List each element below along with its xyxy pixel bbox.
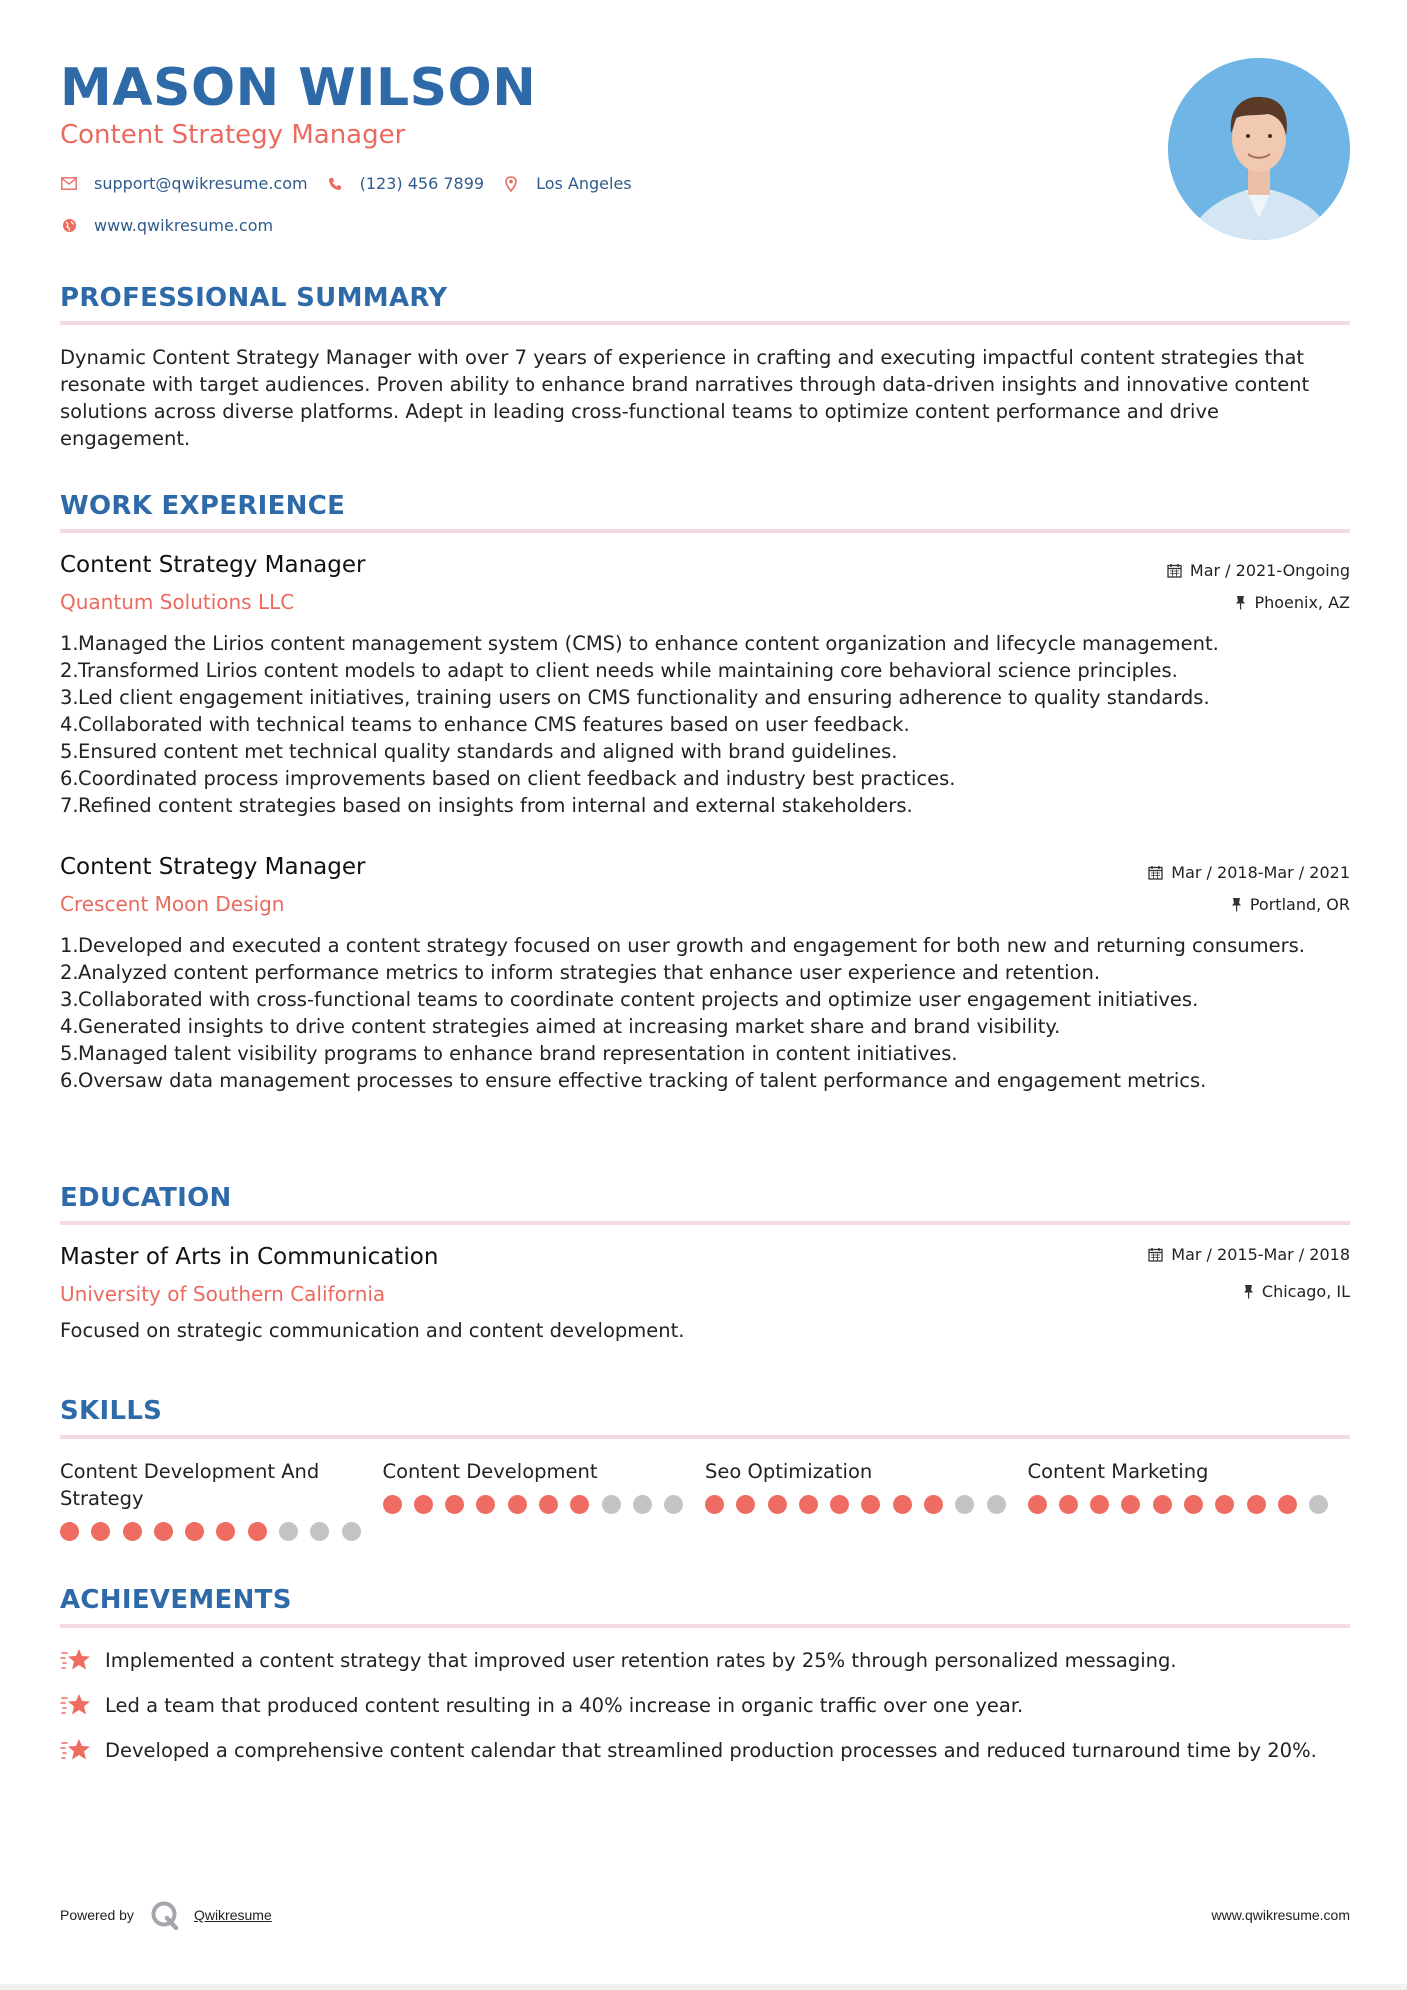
education-dates [1148, 1245, 1350, 1264]
section-title-education: EDUCATION [60, 1183, 232, 1213]
list-item: 7. Refined content strategies based on insights from internal and external stakeholders. [60, 794, 913, 817]
section-divider [60, 321, 1350, 325]
rating-dot-empty [633, 1495, 652, 1514]
rating-dot-filled [1121, 1495, 1140, 1514]
skill-rating [60, 1522, 383, 1541]
rating-dot-filled [60, 1522, 79, 1541]
rating-dot-filled [830, 1495, 849, 1514]
achievement-text: Led a team that produced content resulting in a 40% increase in organic traffic over one year. [105, 1694, 1024, 1717]
list-item: 5. Managed talent visibility programs to enhance brand representation in content initiatives. [60, 1042, 958, 1065]
rating-dot-filled [1247, 1495, 1266, 1514]
rating-dot-filled [539, 1495, 558, 1514]
rating-dot-filled [185, 1522, 204, 1541]
job-bullet-list [60, 932, 1350, 1094]
rating-dot-filled [1153, 1495, 1172, 1514]
skill-item [383, 1458, 706, 1541]
school-name: University of Southern California [60, 1282, 386, 1306]
location-text: Los Angeles [536, 174, 632, 193]
skill-item [60, 1458, 383, 1541]
pushpin-icon [1231, 897, 1242, 912]
rating-dot-filled [861, 1495, 880, 1514]
qwikresume-logo-icon [150, 1900, 180, 1930]
job-location [1235, 593, 1350, 612]
envelope-icon [60, 175, 78, 193]
footer-powered-by [60, 1900, 272, 1930]
phone-icon [326, 175, 344, 193]
job-dates [1167, 561, 1350, 580]
rating-dot-filled [248, 1522, 267, 1541]
candidate-name: MASON WILSON [60, 58, 537, 118]
contact-row [60, 174, 650, 193]
rating-dot-empty [310, 1522, 329, 1541]
job-title: Content Strategy Manager [60, 552, 366, 578]
education-location-text: Chicago, IL [1261, 1282, 1350, 1301]
achievement-item [60, 1737, 1350, 1770]
job-location-text: Portland, OR [1249, 895, 1350, 914]
powered-by-label: Powered by [60, 1907, 134, 1923]
skill-rating [705, 1495, 1028, 1514]
list-item: 5. Ensured content met technical quality standards and aligned with brand guidelines. [60, 740, 898, 763]
section-title-summary: PROFESSIONAL SUMMARY [60, 283, 448, 313]
rating-dot-filled [736, 1495, 755, 1514]
summary-text: Dynamic Content Strategy Manager with over 7 years of experience in crafting and executing impactful content strategies that resonate with target audiences. Proven ability to enhance brand narratives through data-driven insights and innovative content solutions across diverse platforms. Adept in leading cross-functional teams to optimize content performance and drive engagement. [60, 346, 1310, 450]
skills-grid [60, 1458, 1350, 1541]
rating-dot-empty [279, 1522, 298, 1541]
page-bottom-band [0, 1984, 1407, 1990]
skill-item [705, 1458, 1028, 1541]
job-bullet-list [60, 630, 1350, 819]
rating-dot-filled [893, 1495, 912, 1514]
star-icon [60, 1647, 105, 1680]
job-location [1231, 895, 1350, 914]
phone-number[interactable]: (123) 456 7899 [359, 174, 485, 193]
job-dates [1148, 863, 1350, 882]
company-name: Crescent Moon Design [60, 892, 285, 916]
pushpin-icon [1235, 595, 1246, 610]
list-item: 1. Managed the Lirios content management system (CMS) to enhance content organization and lifecycle management. [60, 632, 1219, 655]
list-item: 2. Transformed Lirios content models to adapt to client needs while maintaining core behavioral science principles. [60, 659, 1178, 682]
achievement-item [60, 1647, 1350, 1680]
degree-title: Master of Arts in Communication [60, 1244, 439, 1270]
contact-row-website [60, 216, 291, 235]
rating-dot-filled [1028, 1495, 1047, 1514]
rating-dot-filled [924, 1495, 943, 1514]
rating-dot-filled [1090, 1495, 1109, 1514]
globe-icon [60, 217, 78, 235]
profile-photo [1168, 58, 1350, 240]
rating-dot-filled [768, 1495, 787, 1514]
section-title-achievements: ACHIEVEMENTS [60, 1585, 292, 1615]
achievement-item [60, 1692, 1350, 1725]
list-item: 6. Oversaw data management processes to ensure effective tracking of talent performance and engagement metrics. [60, 1069, 1207, 1092]
rating-dot-filled [508, 1495, 527, 1514]
section-divider [60, 1435, 1350, 1439]
skill-name: Content Development And Strategy [60, 1460, 320, 1510]
skill-name: Content Development [382, 1460, 598, 1483]
skill-item [1028, 1458, 1351, 1541]
rating-dot-filled [1059, 1495, 1078, 1514]
skill-rating [383, 1495, 706, 1514]
job-title: Content Strategy Manager [60, 854, 366, 880]
education-description: Focused on strategic communication and content development. [60, 1319, 685, 1342]
rating-dot-filled [705, 1495, 724, 1514]
rating-dot-filled [154, 1522, 173, 1541]
rating-dot-empty [1309, 1495, 1328, 1514]
calendar-icon [1148, 1247, 1163, 1262]
star-icon [60, 1692, 105, 1725]
section-title-skills: SKILLS [60, 1396, 163, 1426]
rating-dot-empty [664, 1495, 683, 1514]
rating-dot-filled [414, 1495, 433, 1514]
section-divider [60, 1221, 1350, 1225]
rating-dot-empty [955, 1495, 974, 1514]
calendar-icon [1148, 865, 1163, 880]
footer-website-link[interactable]: www.qwikresume.com [1211, 1907, 1350, 1923]
list-item: 1. Developed and executed a content strategy focused on user growth and engagement for both new and returning consumers. [60, 934, 1305, 957]
pushpin-icon [1243, 1284, 1254, 1299]
rating-dot-filled [476, 1495, 495, 1514]
star-icon [60, 1737, 105, 1770]
list-item: 2. Analyzed content performance metrics to inform strategies that enhance user experience and retention. [60, 961, 1101, 984]
rating-dot-empty [342, 1522, 361, 1541]
achievement-text: Implemented a content strategy that improved user retention rates by 25% through personalized messaging. [105, 1649, 1177, 1672]
candidate-title: Content Strategy Manager [60, 120, 406, 150]
qwikresume-link[interactable]: Qwikresume [193, 1907, 272, 1923]
rating-dot-filled [799, 1495, 818, 1514]
job-dates-text: Mar / 2018-Mar / 2021 [1171, 863, 1350, 882]
rating-dot-filled [383, 1495, 402, 1514]
rating-dot-filled [123, 1522, 142, 1541]
rating-dot-empty [602, 1495, 621, 1514]
skill-name: Seo Optimization [705, 1460, 873, 1483]
list-item: 6. Coordinated process improvements based on client feedback and industry best practices. [60, 767, 956, 790]
rating-dot-filled [1278, 1495, 1297, 1514]
job-location-text: Phoenix, AZ [1254, 593, 1350, 612]
section-title-experience: WORK EXPERIENCE [60, 491, 346, 521]
rating-dot-empty [987, 1495, 1006, 1514]
job-dates-text: Mar / 2021-Ongoing [1189, 561, 1350, 580]
list-item: 4. Generated insights to drive content strategies aimed at increasing market share and brand visibility. [60, 1015, 1061, 1038]
rating-dot-filled [216, 1522, 235, 1541]
list-item: 3. Collaborated with cross-functional teams to coordinate content projects and optimize user engagement initiatives. [60, 988, 1199, 1011]
education-dates-text: Mar / 2015-Mar / 2018 [1171, 1245, 1350, 1264]
rating-dot-filled [1184, 1495, 1203, 1514]
skill-name: Content Marketing [1027, 1460, 1209, 1483]
company-name: Quantum Solutions LLC [60, 590, 295, 614]
education-location [1243, 1282, 1350, 1301]
rating-dot-filled [91, 1522, 110, 1541]
email-link[interactable]: support@qwikresume.com [94, 174, 308, 193]
achievement-text: Developed a comprehensive content calendar that streamlined production processes and reduced turnaround time by 20%. [105, 1739, 1317, 1762]
map-pin-icon [502, 175, 520, 193]
section-divider [60, 529, 1350, 533]
list-item: 3. Led client engagement initiatives, training users on CMS functionality and ensuring adherence to quality standards. [60, 686, 1210, 709]
calendar-icon [1167, 563, 1182, 578]
rating-dot-filled [570, 1495, 589, 1514]
list-item: 4. Collaborated with technical teams to enhance CMS features based on user feedback. [60, 713, 910, 736]
website-link[interactable]: www.qwikresume.com [94, 216, 274, 235]
section-divider [60, 1624, 1350, 1628]
rating-dot-filled [1215, 1495, 1234, 1514]
skill-rating [1028, 1495, 1351, 1514]
rating-dot-filled [445, 1495, 464, 1514]
